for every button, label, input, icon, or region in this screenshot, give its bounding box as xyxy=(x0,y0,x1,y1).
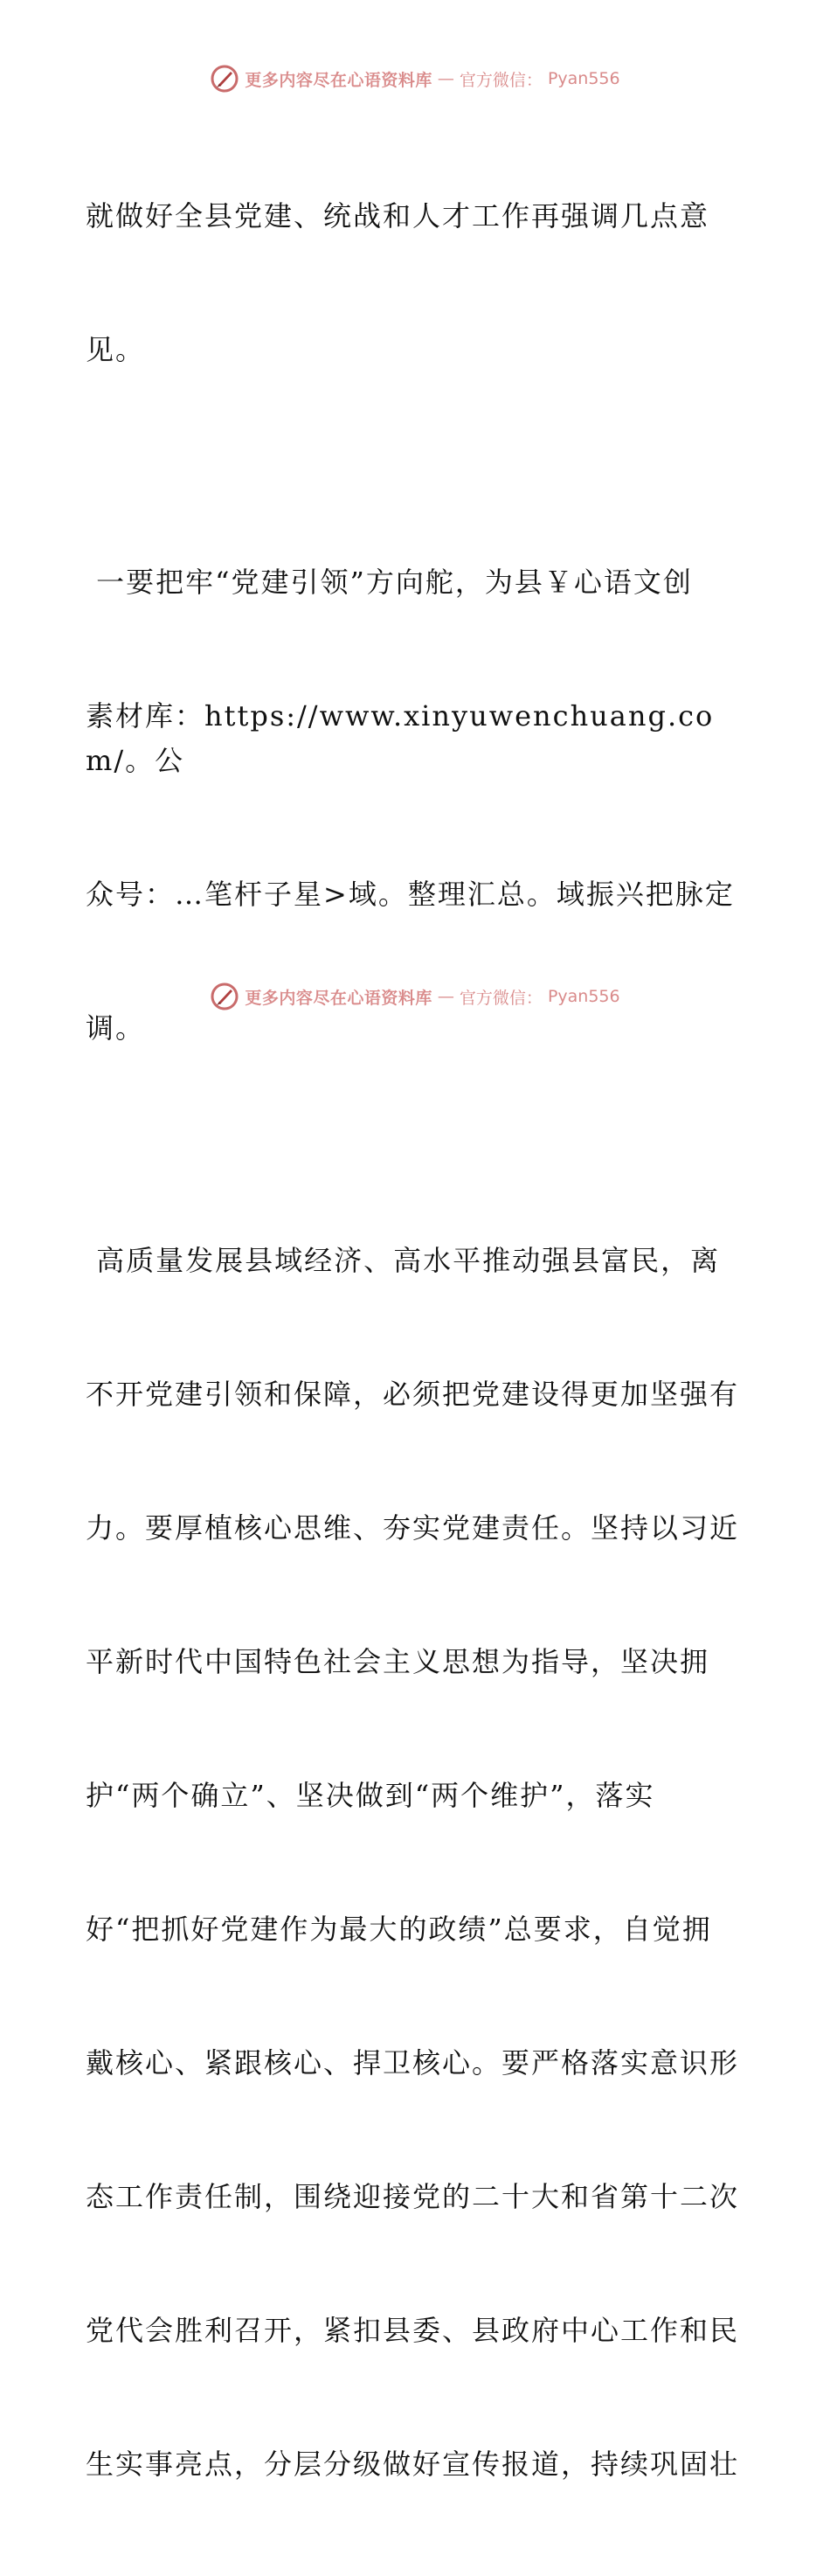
text-line: 就做好全县党建、统战和人才工作再强调几点意 xyxy=(86,199,710,233)
watermark-brand: 更多内容尽在心语资料库 xyxy=(245,988,432,1008)
text-line: 护“两个确立”、坚决做到“两个维护”，落实 xyxy=(86,1779,655,1812)
text-line: 高质量发展县域经济、高水平推动强县富民，离 xyxy=(86,1244,721,1277)
text-line: 党代会胜利召开，紧扣县委、县政府中心工作和民 xyxy=(86,2314,740,2347)
text-line: 调。 xyxy=(86,1011,146,1045)
text-line: 素材库：https://www.xinyuwenchuang.com/。公 xyxy=(86,699,715,777)
text-line: 力。要厚植核心思维、夯实党建责任。坚持以习近 xyxy=(86,1511,740,1545)
watermark-official-label: 官方微信： xyxy=(459,70,543,90)
watermark-handle: Pyan556 xyxy=(547,987,620,1006)
paragraph xyxy=(86,1149,750,2576)
text-line: 生实事亮点，分层分级做好宣传报道，持续巩固壮 xyxy=(86,2448,740,2481)
paragraph xyxy=(86,105,750,462)
header-watermark xyxy=(0,61,830,96)
text-line: 众号：…笔杆子星>域。整理汇总。域振兴把脉定 xyxy=(86,878,735,911)
text-line: 好“把抓好党建作为最大的政绩”总要求，自觉拥 xyxy=(86,1913,712,1946)
paragraph xyxy=(86,471,750,1140)
text-line: 平新时代中国特色社会主义思想为指导，坚决拥 xyxy=(86,1645,710,1678)
footer-watermark xyxy=(0,979,830,1014)
text-line: 不开党建引领和保障，必须把党建设得更加坚强有 xyxy=(86,1378,740,1411)
text-line: 戴核心、紧跟核心、捍卫核心。要严格落实意识形 xyxy=(86,2046,740,2080)
quill-circle-icon xyxy=(210,982,239,1011)
text-line: 一要把牢“党建引领”方向舵，为县￥心语文创 xyxy=(86,566,693,599)
watermark-official-label: 官方微信： xyxy=(459,988,543,1008)
watermark-brand: 更多内容尽在心语资料库 xyxy=(245,70,432,90)
text-line: 见。 xyxy=(86,333,146,366)
quill-circle-icon xyxy=(210,64,239,94)
document-body xyxy=(86,105,750,2576)
watermark-handle: Pyan556 xyxy=(547,69,620,88)
watermark-separator: — xyxy=(437,69,454,88)
watermark-separator: — xyxy=(437,987,454,1006)
text-line: 态工作责任制，围绕迎接党的二十大和省第十二次 xyxy=(86,2180,740,2213)
